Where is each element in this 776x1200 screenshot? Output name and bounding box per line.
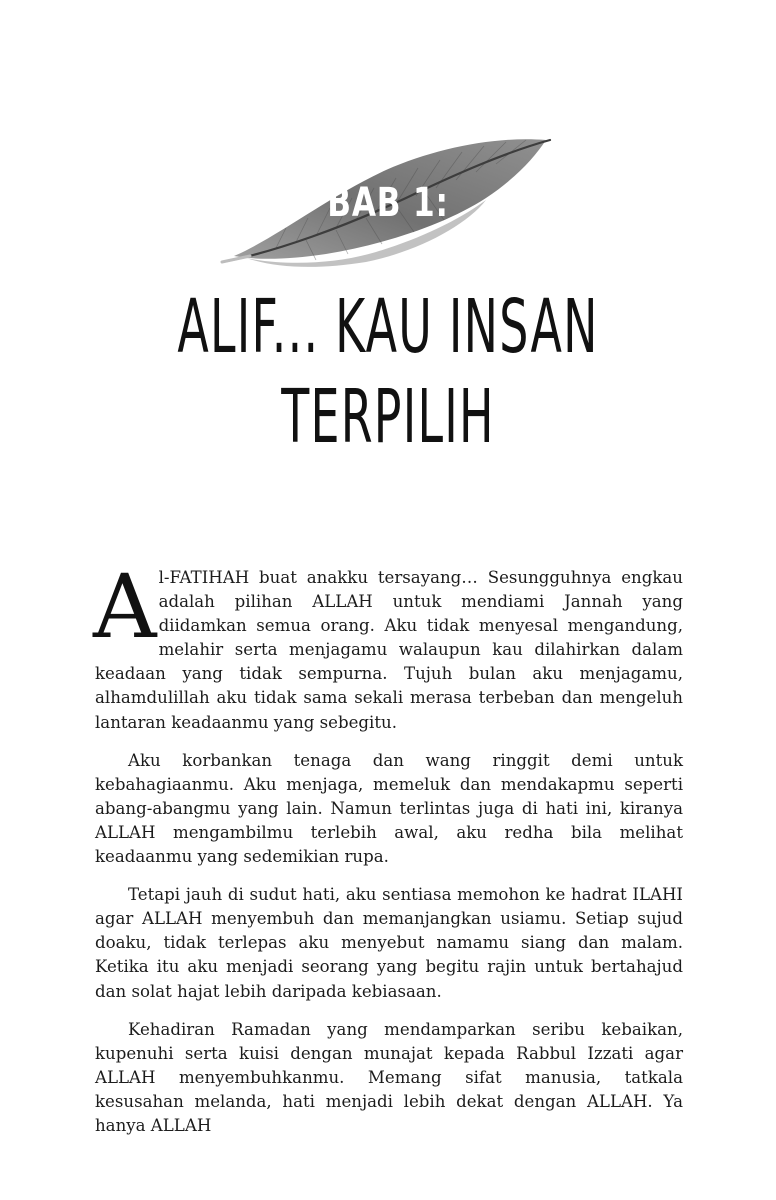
paragraph-2: Aku korbankan tenaga dan wang ringgit demi untuk kebahagiaanmu. Aku menjaga, memeluk dan mendakapmu seperti abang-abangmu yang lain. Namun terlintas juga di hati ini, kiranya ALLAH mengambilmu terlebih awal, aku redha bila melihat keadaanmu yang sedemikian rupa.	[95, 750, 683, 867]
chapter-title-line-1: ALIF... KAU INSAN	[177, 284, 599, 370]
drop-cap: A	[93, 555, 157, 658]
chapter-title	[147, 282, 628, 462]
paragraph-3: Tetapi jauh di sudut hati, aku sentiasa memohon ke hadrat ILAHI agar ALLAH menyembuh dan memanjangkan usiamu. Setiap sujud doaku, tidak terlepas aku menyebut namamu siang dan malam. Ketika itu aku menjadi seorang yang begitu rajin untuk bertahajud dan solat hajat lebih daripada kebiasaan.	[95, 885, 683, 1001]
paragraph-4: Kehadiran Ramadan yang mendamparkan seribu kebaikan, kupenuhi serta kuisi dengan munajat kepada Rabbul Izzati agar ALLAH menyembuhkanmu. Memang sifat manusia, tatkala kesusahan melanda, hati menjadi lebih dekat dengan ALLAH. Ya hanya ALLAH	[95, 1019, 683, 1135]
paragraph-1-text: l-FATIHAH buat anakku tersayang… Sesungguhnya engkau adalah pilihan ALLAH untuk mendiami Jannah yang diidamkan semua orang. Aku tidak menyesal mengandung, melahir serta menjagamu walaupun kau dilahirkan dalam keadaan yang tidak sempurna. Tujuh bulan aku menjagamu, alhamdulillah aku tidak sama sekali merasa terbeban dan mengeluh lantaran keadaanmu yang sebegitu.	[95, 568, 683, 732]
paragraph-1	[93, 555, 683, 735]
chapter-body	[93, 555, 683, 1152]
chapter-title-line-2: TERPILIH	[281, 374, 495, 460]
chapter-number: BAB 1:	[327, 180, 449, 226]
